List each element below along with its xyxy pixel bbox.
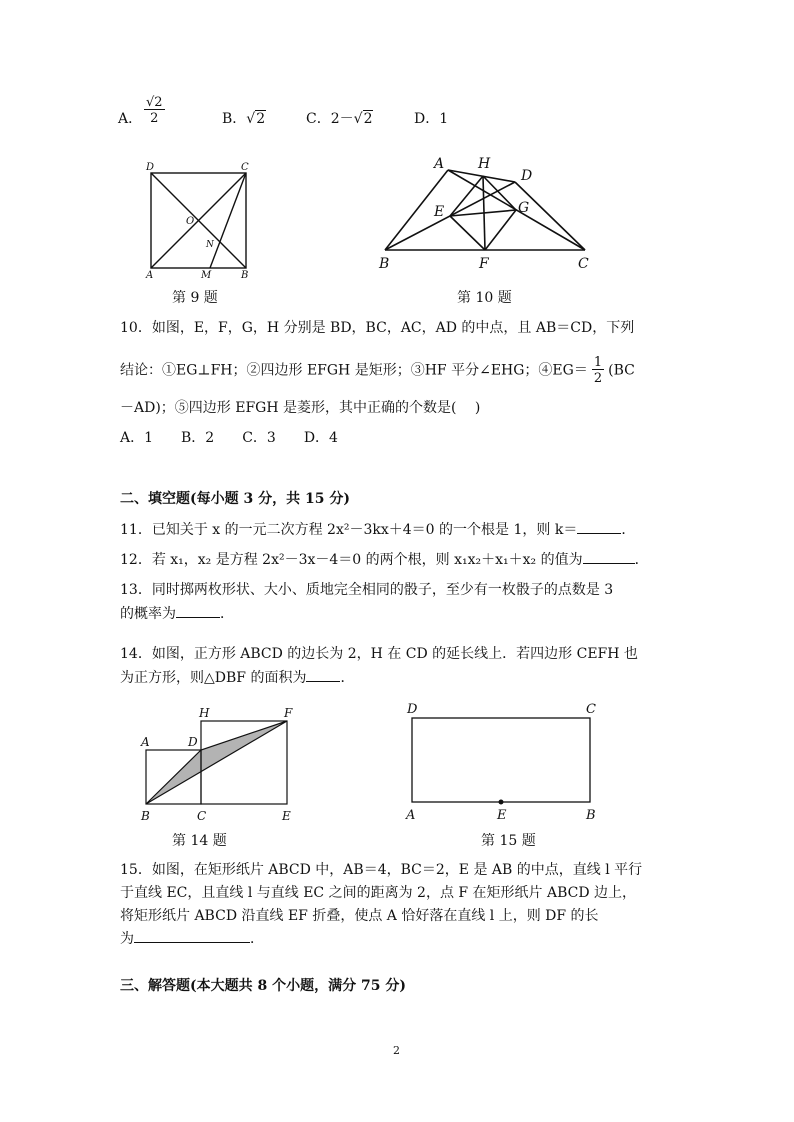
fig9-caption: 第 9 题 <box>172 290 218 306</box>
q12-end: ． <box>634 552 649 568</box>
fig10-label-f: F <box>479 256 489 272</box>
fig15-label-a: A <box>406 808 416 823</box>
section-2-title: 二、填空题(每小题 3 分，共 15 分) <box>120 491 350 507</box>
q10-line1: 10．如图，E，F，G，H 分别是 BD，BC，AC，AD 的中点，且 AB＝CD，下列 <box>120 320 635 336</box>
q15-line2: 于直线 EC，且直线 l 与直线 EC 之间的距离为 2，点 F 在矩形纸片 ABCD 边上， <box>120 885 637 901</box>
q15-end: ． <box>250 931 264 947</box>
fig10-label-a: A <box>434 156 445 172</box>
q15-line4-text: 为 <box>120 931 134 947</box>
fig15-label-b: B <box>586 808 596 823</box>
q15-line1: 15．如图，在矩形纸片 ABCD 中，AB＝4，BC＝2，E 是 AB 的中点，直线 l 平行 <box>120 862 643 878</box>
q11-end: ． <box>621 522 636 538</box>
fig15-label-e: E <box>497 808 507 823</box>
fig9-label-a: A <box>146 270 154 281</box>
q13-line1: 13．同时掷两枚形状、大小、质地完全相同的骰子，至少有一枚骰子的点数是 3 <box>120 582 614 598</box>
fig14-label-e: E <box>282 809 291 823</box>
fig14-label-a: A <box>141 735 150 749</box>
q15-answer-blank[interactable] <box>134 930 250 943</box>
q10-frac-num: 1 <box>593 355 603 370</box>
q13-end: ． <box>220 606 234 622</box>
q10-frac-den: 2 <box>593 371 603 386</box>
fig14-label-f: F <box>284 706 293 720</box>
page-number: 2 <box>393 1044 400 1057</box>
q9-option-c: C．2－√2 <box>306 111 373 127</box>
q10-options: A．1 B．2 C．3 D．4 <box>120 430 338 446</box>
q14-line1: 14．如图，正方形 ABCD 的边长为 2，H 在 CD 的延长线上．若四边形 CEFH 也 <box>120 646 638 662</box>
q15-line4 <box>120 929 264 949</box>
fig10-label-b: B <box>379 256 390 272</box>
fig15-label-d: D <box>407 702 418 717</box>
fig9-label-b: B <box>241 270 249 281</box>
section-3-title: 三、解答题(本大题共 8 个小题，满分 75 分) <box>120 978 406 994</box>
fig14-label-d: D <box>188 735 198 749</box>
fig15-point-e <box>499 800 504 805</box>
fig9-label-d: D <box>146 162 155 173</box>
q14-line2-text: 为正方形，则△DBF 的面积为 <box>120 670 307 686</box>
q10-line2-pre: 结论：①EG⊥FH；②四边形 EFGH 是矩形；③HF 平分∠EHG；④EG＝ <box>120 362 588 379</box>
q9-option-d-value: 1 <box>439 111 449 127</box>
fig10-label-g: G <box>518 200 530 216</box>
q9-option-c-value: 2 <box>363 111 373 127</box>
fig14-label-b: B <box>141 809 150 823</box>
fig15-label-c: C <box>586 702 596 717</box>
fig15-caption: 第 15 题 <box>481 833 536 849</box>
q9-option-a-den: 2 <box>150 111 159 126</box>
q11-text: 11．已知关于 x 的一元二次方程 2x²－3kx＋4＝0 的一个根是 1，则 k＝ <box>120 522 578 538</box>
fig9-label-c: C <box>241 162 249 173</box>
fig10-caption: 第 10 题 <box>457 290 512 306</box>
q9-option-b-value: 2 <box>256 111 266 127</box>
q9-option-b-label: B． <box>222 111 247 127</box>
q15-line3: 将矩形纸片 ABCD 沿直线 EF 折叠，使点 A 恰好落在直线 l 上，则 DF 的长 <box>120 908 599 924</box>
fig14-caption: 第 14 题 <box>172 833 227 849</box>
fig9-label-m: M <box>201 270 212 281</box>
q10-line3: －AD)；⑤四边形 EFGH 是菱形，其中正确的个数是( ) <box>120 400 481 416</box>
q9-option-a-label: A． <box>118 111 143 127</box>
q9-option-c-prefix: 2－ <box>330 111 354 127</box>
q13-line2-text: 的概率为 <box>120 606 176 622</box>
fig10-label-e: E <box>434 204 445 220</box>
fig14-label-c: C <box>197 809 207 823</box>
fig9-label-o: O <box>186 216 195 227</box>
q9-option-a-num: √2 <box>146 95 163 110</box>
q9-option-b: B．√2 <box>222 111 266 127</box>
fig14-label-h: H <box>199 706 210 720</box>
q9-option-c-label: C． <box>306 111 331 127</box>
q12-text: 12．若 x₁，x₂ 是方程 2x²－3x－4＝0 的两个根，则 x₁x₂＋x₁＋x₂ 的值为 <box>120 552 583 568</box>
fig9-label-n: N <box>206 240 214 250</box>
q14-end: ． <box>340 670 355 686</box>
fig10-label-h: H <box>478 156 491 172</box>
q9-option-d-label: D． <box>414 111 440 127</box>
q10-line2-post: (BC <box>608 362 635 379</box>
fig10-label-c: C <box>578 256 589 272</box>
fig10-label-d: D <box>521 168 533 184</box>
fig15-rectangle <box>412 718 590 802</box>
